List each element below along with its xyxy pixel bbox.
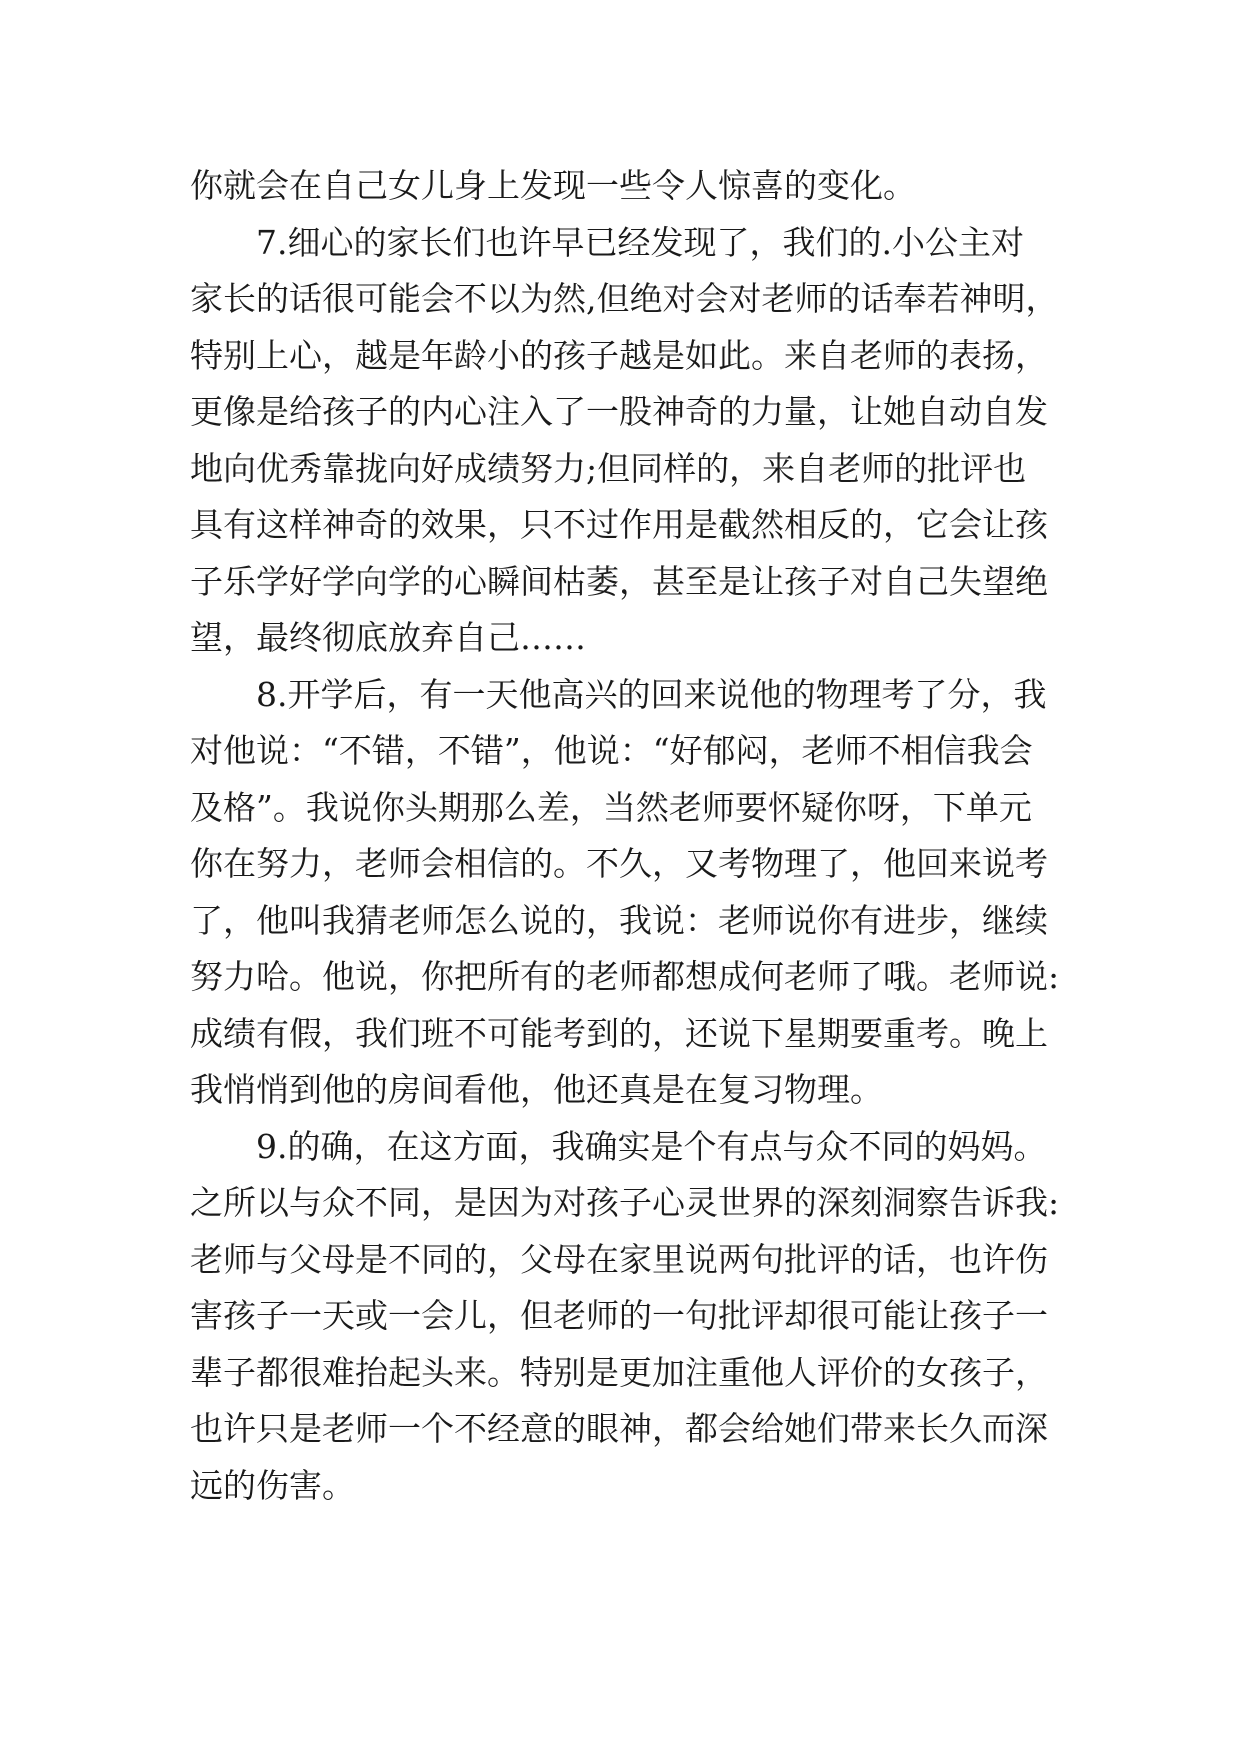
text-line: 我悄悄到他的房间看他，他还真是在复习物理。 — [190, 1070, 883, 1109]
paragraph-start-line: 9.的确，在这方面，我确实是个有点与众不同的妈妈。 — [256, 1126, 1047, 1166]
text-line: 你就会在自己女儿身上发现一些令人惊喜的变化。 — [190, 166, 916, 205]
text-line: 害孩子一天或一会儿，但老师的一句批评却很可能让孩子一 — [190, 1296, 1048, 1335]
text-line: 辈子都很难抬起头来。特别是更加注重他人评价的女孩子， — [190, 1352, 1048, 1392]
text-line: 及格”。我说你头期那么差，当然老师要怀疑你呀，下单元 — [190, 787, 1032, 827]
text-line: 了，他叫我猜老师怎么说的，我说：老师说你有进步，继续 — [190, 900, 1048, 940]
text-line: 努力哈。他说，你把所有的老师都想成何老师了哦。老师说: — [190, 957, 1060, 996]
text-line: 也许只是老师一个不经意的眼神，都会给她们带来长久而深 — [190, 1409, 1048, 1448]
text-line: 望，最终彻底放弃自己…… — [190, 618, 586, 657]
paragraph-start-line: 8.开学后，有一天他高兴的回来说他的物理考了分，我 — [256, 674, 1047, 714]
text-line: 老师与父母是不同的，父母在家里说两句批评的话，也许伤 — [190, 1239, 1048, 1279]
text-line: 具有这样神奇的效果，只不过作用是截然相反的，它会让孩 — [190, 505, 1048, 544]
text-line: 子乐学好学向学的心瞬间枯萎，甚至是让孩子对自己失望绝 — [190, 561, 1048, 601]
text-line: 家长的话很可能会不以为然,但绝对会对老师的话奉若神明， — [190, 279, 1059, 318]
text-line: 地向优秀靠拢向好成绩努力;但同样的，来自老师的批评也 — [190, 448, 1027, 488]
document-body — [190, 158, 1070, 1514]
text-line: 远的伤害。 — [190, 1465, 355, 1505]
text-line: 更像是给孩子的内心注入了一股神奇的力量，让她自动自发 — [190, 392, 1048, 431]
text-line: 对他说：“不错，不错”，他说：“好郁闷，老师不相信我会 — [190, 731, 1033, 770]
text-line: 成绩有假，我们班不可能考到的，还说下星期要重考。晚上 — [190, 1013, 1048, 1053]
text-line: 特别上心，越是年龄小的孩子越是如此。来自老师的表扬， — [190, 335, 1048, 375]
text-line: 之所以与众不同，是因为对孩子心灵世界的深刻洞察告诉我: — [190, 1183, 1060, 1222]
paragraph-start-line: 7.细心的家长们也许早已经发现了，我们的.小公主对 — [256, 222, 1024, 262]
text-line: 你在努力，老师会相信的。不久，又考物理了，他回来说考 — [190, 844, 1048, 883]
